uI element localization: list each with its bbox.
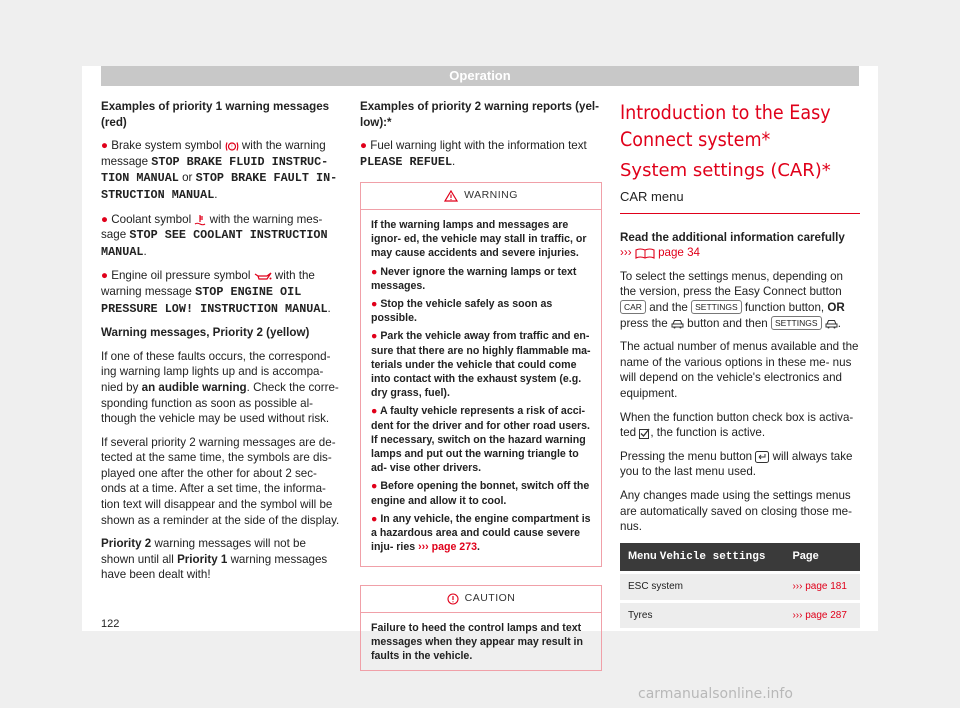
subsection-title: System settings (CAR)*: [620, 160, 831, 181]
table-header-menu: Menu Vehicle settings: [620, 543, 784, 573]
paragraph: When the function button check box is activa- ted , the function is active.: [620, 410, 854, 440]
section-header: Operation: [101, 66, 859, 86]
section-title: Introduction to the Easy Connect system*: [620, 101, 831, 151]
list-item: ● Brake system symbol ! with the warning message STOP BRAKE FLUID INSTRUC- TION MANUAL or STOP BRAKE FAULT IN- STRUCTION MANUAL.: [101, 139, 338, 202]
table-row: [620, 573, 860, 602]
car-icon: [671, 319, 684, 329]
priority2-heading: Warning messages, Priority 2 (yellow): [101, 326, 310, 340]
page-number: 122: [101, 618, 120, 630]
warning-title: WARNING: [464, 189, 518, 202]
paragraph: The actual number of menus available and the name of the various options in these me- nus will depend on the vehicle's electronics and equipment.: [620, 340, 859, 400]
table-header-page: Page: [784, 543, 860, 573]
bullet-icon: ●: [101, 139, 109, 153]
paragraph: If one of these faults occurs, the correspond- ing warning lamp lights up and is accompa- nied by an audible warning. Check the corre- sponding function as soon as possible al- though the vehicle may be used without risk.: [101, 349, 339, 426]
bullet-icon: ●: [371, 512, 378, 525]
list-item: ● Stop the vehicle safely as soon as possible.: [371, 297, 553, 325]
page-ref-link[interactable]: ››› page 181: [784, 573, 860, 602]
list-item: ● Engine oil pressure symbol with the warning message STOP ENGINE OIL PRESSURE LOW! INSTRUCTION MANUAL.: [101, 269, 331, 316]
watermark: carmanualsonline.info: [638, 686, 793, 702]
list-item: ● Never ignore the warning lamps or text messages.: [371, 265, 577, 292]
list-item: ● A faulty vehicle represents a risk of acci- dent for the driver and for other road users. If necessary, switch on the hazard warning lamps and put out the warning triangle to ad- vise other drivers.: [371, 405, 590, 475]
priority2-examples-heading: Examples of priority 2 warning reports (yel- low):*: [360, 100, 600, 129]
bullet-icon: ●: [371, 265, 378, 278]
warning-body: If the warning lamps and messages are ignor- ed, the vehicle may stall in traffic, or may cause accidents and severe injuries. ● Never ignore the warning lamps or text messages. ● Stop the vehicle safely as soon as possible. ● Park the vehicle away from traffic and en- sure that there are no highly flammable ma- terials under the vehicle that could come into contact with the exhaust system (e.g. dry grass, fuel). ● A faulty vehicle represents a risk of acci- dent for the driver and for other road users. If necessary, switch on the hazard warning lamps and put out the warning triangle to ad- vise other drivers. ● Before opening the bonnet, switch off the engine and allow it to cool. ● In any vehicle, the engine compartment is a hazardous area and could cause severe inju- ries ››› page 273.: [371, 218, 591, 554]
bullet-icon: ●: [360, 139, 368, 153]
list-item: ● Before opening the bonnet, switch off the engine and allow it to cool.: [371, 480, 590, 507]
bullet-icon: ●: [371, 480, 378, 493]
list-item: ● Park the vehicle away from traffic and en- sure that there are no highly flammable ma- terials under the vehicle that could come into contact with the exhaust system (e.g. dry grass, fuel).: [371, 330, 591, 400]
table-row: [620, 601, 860, 628]
warning-header: [361, 183, 601, 210]
list-item: ● In any vehicle, the engine compartment is a hazardous area and could cause severe inju- ries ››› page 273.: [371, 512, 591, 554]
paragraph: Any changes made using the settings menus are automatically saved on closing those me- nus.: [620, 488, 852, 534]
warning-triangle-icon: [444, 190, 458, 202]
svg-text:!: !: [230, 144, 233, 151]
bullet-icon: ●: [371, 297, 378, 310]
car-icon: [825, 319, 838, 329]
paragraph: Pressing the menu button will always take you to the last menu used.: [620, 449, 853, 479]
checkbox-checked-icon: [639, 428, 650, 439]
column-1: [101, 99, 341, 591]
settings-button-label: SETTINGS: [771, 316, 822, 330]
caution-body: Failure to heed the control lamps and text messages when they appear may result in faults in the vehicle.: [371, 622, 583, 663]
brake-system-icon: [225, 141, 239, 152]
page-ref-link[interactable]: ››› page 287: [784, 601, 860, 628]
caution-header: [361, 586, 601, 613]
settings-table: [620, 543, 860, 629]
caution-box: [360, 585, 602, 670]
caution-circle-icon: [447, 593, 459, 605]
coolant-icon: [194, 214, 206, 226]
bullet-icon: ●: [371, 405, 378, 418]
page-ref-link[interactable]: page 34: [658, 246, 700, 260]
list-item: ● Fuel warning light with the information text PLEASE REFUEL.: [360, 139, 587, 169]
paragraph: If several priority 2 warning messages are de- tected at the same time, the symbols are dis- played one after the other for about 2 sec- onds at a time. After a set time, the informa- tion text will disappear and the symbol will be shown as a reminder at the side of the display.: [101, 435, 340, 527]
bullet-icon: ●: [371, 330, 378, 343]
column-3: [620, 99, 860, 628]
bullet-icon: ●: [101, 269, 109, 283]
column-2: [360, 99, 602, 671]
warning-box: [360, 182, 602, 567]
paragraph: To select the settings menus, depending on the version, press the Easy Connect button CAR and the SETTINGS function button, OR press the button and then SETTINGS .: [620, 269, 845, 330]
menu-title: CAR menu: [620, 189, 860, 214]
back-menu-icon: [755, 451, 769, 463]
paragraph: Priority 2 warning messages will not be shown until all Priority 1 warning messages have been dealt with!: [101, 537, 328, 582]
oil-pressure-icon: [254, 271, 272, 281]
car-button-label: CAR: [620, 300, 646, 314]
book-icon: [635, 247, 655, 259]
list-item: ● Coolant symbol with the warning mes- sage STOP SEE COOLANT INSTRUCTION MANUAL.: [101, 212, 328, 259]
paragraph: Read the additional information carefully ››› page 34: [620, 230, 845, 260]
settings-button-label: SETTINGS: [691, 300, 742, 314]
priority1-heading: Examples of priority 1 warning messages (red): [101, 100, 330, 129]
table-cell-name: Tyres: [620, 601, 784, 628]
table-cell-name: ESC system: [620, 573, 784, 602]
bullet-icon: ●: [101, 212, 109, 226]
page-ref-link[interactable]: ››› page 273: [418, 541, 477, 554]
caution-title: CAUTION: [464, 592, 516, 605]
